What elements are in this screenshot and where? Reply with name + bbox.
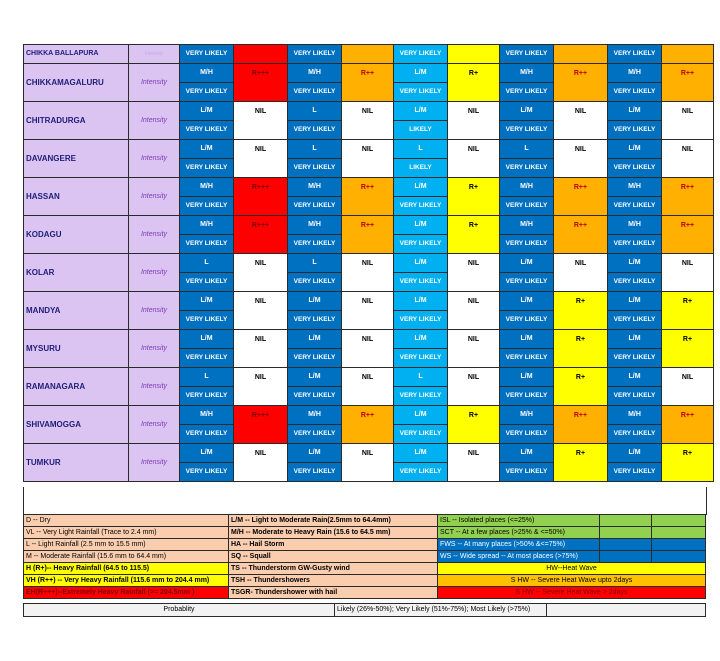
intensity-label: Intensity xyxy=(129,406,180,444)
intensity-cell: L/M xyxy=(608,254,662,273)
rainfall-category-cell: NIL xyxy=(342,444,394,482)
rainfall-category-cell: NIL xyxy=(234,102,288,140)
intensity-cell: L/M xyxy=(394,330,448,349)
district-name: MANDYA xyxy=(24,292,129,330)
intensity-label: Intensity xyxy=(129,216,180,254)
rainfall-category-cell: R++ xyxy=(662,406,714,444)
table-row xyxy=(24,406,714,425)
rainfall-category-cell: R+ xyxy=(662,330,714,368)
district-name: HASSAN xyxy=(24,178,129,216)
legend-heatwave-term: HW--Heat Wave xyxy=(438,563,706,575)
legend-weather-term: SQ -- Squall xyxy=(229,551,438,563)
likelihood-cell: VERY LIKELY xyxy=(394,45,448,64)
district-name: KOLAR xyxy=(24,254,129,292)
likelihood-cell: VERY LIKELY xyxy=(180,425,234,444)
intensity-cell: L/M xyxy=(608,102,662,121)
likelihood-cell: VERY LIKELY xyxy=(500,273,554,292)
intensity-cell: M/H xyxy=(608,178,662,197)
likelihood-cell: VERY LIKELY xyxy=(608,45,662,64)
legend-heatwave-term: S HW -- Severe Heat Wave > 2days xyxy=(438,587,706,599)
rainfall-category-cell: R+ xyxy=(448,178,500,216)
likelihood-cell: VERY LIKELY xyxy=(500,83,554,102)
likelihood-cell: VERY LIKELY xyxy=(288,425,342,444)
rainfall-category-cell: NIL xyxy=(342,330,394,368)
intensity-cell: L/M xyxy=(180,330,234,349)
likelihood-cell: VERY LIKELY xyxy=(394,235,448,254)
rainfall-category-cell: R++ xyxy=(554,216,608,254)
rainfall-category-cell: R++ xyxy=(342,64,394,102)
likelihood-cell: VERY LIKELY xyxy=(394,349,448,368)
rainfall-category-cell: R+ xyxy=(554,444,608,482)
district-name: TUMKUR xyxy=(24,444,129,482)
table-row xyxy=(24,368,714,387)
likelihood-cell: VERY LIKELY xyxy=(288,45,342,64)
rainfall-category-cell: NIL xyxy=(448,444,500,482)
likelihood-cell: VERY LIKELY xyxy=(180,463,234,482)
district-name: KODAGU xyxy=(24,216,129,254)
legend-table xyxy=(23,514,706,599)
intensity-cell: M/H xyxy=(500,64,554,83)
likelihood-cell: VERY LIKELY xyxy=(180,387,234,406)
intensity-cell: L/M xyxy=(500,292,554,311)
intensity-cell: L/M xyxy=(608,330,662,349)
intensity-cell: M/H xyxy=(500,406,554,425)
rainfall-category-cell: R++ xyxy=(662,64,714,102)
intensity-cell: L xyxy=(500,140,554,159)
intensity-label: Intensity xyxy=(129,444,180,482)
intensity-cell: L/M xyxy=(394,254,448,273)
likelihood-cell: VERY LIKELY xyxy=(608,387,662,406)
legend-weather-term: TS -- Thunderstorm GW-Gusty wind xyxy=(229,563,438,575)
district-name: RAMANAGARA xyxy=(24,368,129,406)
legend-rainfall-term: VL -- Very Light Rainfall (Trace to 2.4 mm) xyxy=(24,527,229,539)
district-name: SHIVAMOGGA xyxy=(24,406,129,444)
table-row xyxy=(24,140,714,159)
likelihood-cell: VERY LIKELY xyxy=(394,387,448,406)
intensity-cell: L/M xyxy=(608,140,662,159)
rainfall-category-cell: NIL xyxy=(342,140,394,178)
intensity-label: Intensity xyxy=(129,102,180,140)
likelihood-cell: LIKELY xyxy=(394,159,448,178)
intensity-label: Intensity xyxy=(129,45,180,64)
intensity-cell: L/M xyxy=(394,178,448,197)
intensity-cell: L xyxy=(288,254,342,273)
district-name: DAVANGERE xyxy=(24,140,129,178)
legend-row xyxy=(24,587,706,599)
likelihood-cell: VERY LIKELY xyxy=(500,235,554,254)
likelihood-cell xyxy=(342,45,394,64)
likelihood-cell: VERY LIKELY xyxy=(288,273,342,292)
intensity-label: Intensity xyxy=(129,292,180,330)
legend-spatial-term: FWS -- At many places (>50% &<=75%) xyxy=(438,539,600,551)
legend-weather-term: M/H -- Moderate to Heavy Rain (15.6 to 64.5 mm) xyxy=(229,527,438,539)
likelihood-cell: VERY LIKELY xyxy=(180,121,234,140)
rainfall-category-cell: NIL xyxy=(342,102,394,140)
likelihood-cell: VERY LIKELY xyxy=(608,273,662,292)
legend-swatch xyxy=(600,539,652,551)
intensity-cell: M/H xyxy=(608,216,662,235)
likelihood-cell: VERY LIKELY xyxy=(394,425,448,444)
table-row xyxy=(24,444,714,463)
rainfall-category-cell: NIL xyxy=(448,140,500,178)
legend-weather-term: HA -- Hail Storm xyxy=(229,539,438,551)
table-row xyxy=(24,254,714,273)
blank-spacer-row xyxy=(23,487,707,515)
likelihood-cell: VERY LIKELY xyxy=(180,349,234,368)
intensity-cell: M/H xyxy=(180,64,234,83)
rainfall-category-cell: R++ xyxy=(554,406,608,444)
legend-row xyxy=(24,527,706,539)
intensity-cell: M/H xyxy=(180,178,234,197)
rainfall-category-cell: NIL xyxy=(342,254,394,292)
legend-row xyxy=(24,575,706,587)
probability-empty xyxy=(547,604,706,617)
legend-swatch xyxy=(652,527,706,539)
likelihood-cell: VERY LIKELY xyxy=(608,197,662,216)
intensity-cell: L xyxy=(394,140,448,159)
intensity-label: Intensity xyxy=(129,368,180,406)
intensity-cell: M/H xyxy=(608,64,662,83)
legend-rainfall-term: L -- Light Rainfall (2.5 mm to 15.5 mm) xyxy=(24,539,229,551)
table-row-partial xyxy=(24,45,714,64)
legend-weather-term: L/M -- Light to Moderate Rain(2.5mm to 64.4mm) xyxy=(229,515,438,527)
rainfall-category-cell: NIL xyxy=(554,254,608,292)
likelihood-cell: VERY LIKELY xyxy=(608,463,662,482)
likelihood-cell: VERY LIKELY xyxy=(500,159,554,178)
intensity-cell: L xyxy=(180,368,234,387)
table-row xyxy=(24,64,714,83)
intensity-cell: L/M xyxy=(288,330,342,349)
legend-swatch xyxy=(600,551,652,563)
intensity-cell: M/H xyxy=(288,216,342,235)
likelihood-cell xyxy=(554,45,608,64)
probability-table xyxy=(23,603,706,617)
likelihood-cell: VERY LIKELY xyxy=(500,463,554,482)
likelihood-cell: VERY LIKELY xyxy=(180,45,234,64)
intensity-cell: L/M xyxy=(394,216,448,235)
likelihood-cell: VERY LIKELY xyxy=(394,311,448,330)
likelihood-cell: VERY LIKELY xyxy=(288,121,342,140)
rainfall-category-cell: NIL xyxy=(554,140,608,178)
district-name: MYSURU xyxy=(24,330,129,368)
rainfall-category-cell: R+ xyxy=(448,216,500,254)
rainfall-category-cell: R+ xyxy=(448,406,500,444)
intensity-cell: L/M xyxy=(180,444,234,463)
intensity-cell: M/H xyxy=(288,178,342,197)
intensity-cell: L/M xyxy=(394,406,448,425)
legend-swatch xyxy=(600,527,652,539)
rainfall-category-cell: NIL xyxy=(448,292,500,330)
likelihood-cell: VERY LIKELY xyxy=(394,463,448,482)
legend-rainfall-term: D -- Dry xyxy=(24,515,229,527)
likelihood-cell: LIKELY xyxy=(394,121,448,140)
likelihood-cell: VERY LIKELY xyxy=(180,197,234,216)
intensity-cell: M/H xyxy=(180,406,234,425)
intensity-label: Intensity xyxy=(129,64,180,102)
intensity-cell: M/H xyxy=(288,406,342,425)
rainfall-category-cell: NIL xyxy=(448,330,500,368)
rainfall-category-cell: NIL xyxy=(448,368,500,406)
intensity-cell: L/M xyxy=(394,292,448,311)
legend-swatch xyxy=(652,551,706,563)
rainfall-category-cell: R+ xyxy=(554,368,608,406)
rainfall-category-cell: NIL xyxy=(662,102,714,140)
intensity-cell: L/M xyxy=(394,102,448,121)
intensity-cell: M/H xyxy=(288,64,342,83)
intensity-cell: L/M xyxy=(500,444,554,463)
legend-row xyxy=(24,515,706,527)
legend-swatch xyxy=(652,515,706,527)
intensity-cell: L/M xyxy=(288,368,342,387)
likelihood-cell xyxy=(448,45,500,64)
intensity-cell: M/H xyxy=(500,178,554,197)
likelihood-cell: VERY LIKELY xyxy=(180,311,234,330)
table-row xyxy=(24,102,714,121)
intensity-cell: L/M xyxy=(180,292,234,311)
rainfall-category-cell: R+ xyxy=(662,292,714,330)
table-row xyxy=(24,216,714,235)
legend-rainfall-term: H (R+)-- Heavy Rainfall (64.5 to 115.5) xyxy=(24,563,229,575)
likelihood-cell: VERY LIKELY xyxy=(394,83,448,102)
intensity-cell: L/M xyxy=(500,102,554,121)
likelihood-cell xyxy=(234,45,288,64)
intensity-cell: L xyxy=(180,254,234,273)
table-row xyxy=(24,292,714,311)
rainfall-category-cell: R++ xyxy=(662,216,714,254)
intensity-cell: L/M xyxy=(608,292,662,311)
likelihood-cell: VERY LIKELY xyxy=(288,235,342,254)
legend-weather-term: TSGR- Thundershower with hail xyxy=(229,587,438,599)
rainfall-category-cell: NIL xyxy=(234,330,288,368)
rainfall-category-cell: R+ xyxy=(662,444,714,482)
likelihood-cell: VERY LIKELY xyxy=(608,83,662,102)
rainfall-category-cell: NIL xyxy=(662,368,714,406)
rainfall-category-cell: R++ xyxy=(554,178,608,216)
district-name: CHIKKA BALLAPURA xyxy=(24,45,129,64)
likelihood-cell: VERY LIKELY xyxy=(608,121,662,140)
likelihood-cell: VERY LIKELY xyxy=(288,83,342,102)
intensity-cell: L/M xyxy=(608,368,662,387)
likelihood-cell: VERY LIKELY xyxy=(180,159,234,178)
intensity-cell: L/M xyxy=(500,330,554,349)
likelihood-cell: VERY LIKELY xyxy=(288,349,342,368)
legend-rainfall-term: VH (R++) -- Very Heavy Rainfall (115.6 mm to 204.4 mm) xyxy=(24,575,229,587)
rainfall-category-cell: R++ xyxy=(554,64,608,102)
rainfall-category-cell: R++ xyxy=(662,178,714,216)
legend-heatwave-term: S HW -- Severe Heat Wave upto 2days xyxy=(438,575,706,587)
intensity-cell: L/M xyxy=(180,102,234,121)
legend-row xyxy=(24,539,706,551)
rainfall-category-cell: NIL xyxy=(448,254,500,292)
rainfall-category-cell: R++ xyxy=(342,178,394,216)
intensity-cell: L/M xyxy=(180,140,234,159)
rainfall-category-cell: NIL xyxy=(554,102,608,140)
rainfall-category-cell: R+++ xyxy=(234,64,288,102)
legend-row xyxy=(24,563,706,575)
likelihood-cell: VERY LIKELY xyxy=(180,83,234,102)
likelihood-cell: VERY LIKELY xyxy=(394,197,448,216)
rainfall-category-cell: NIL xyxy=(448,102,500,140)
rainfall-category-cell: NIL xyxy=(234,254,288,292)
likelihood-cell: VERY LIKELY xyxy=(608,235,662,254)
likelihood-cell: VERY LIKELY xyxy=(180,273,234,292)
rainfall-category-cell: R+++ xyxy=(234,216,288,254)
likelihood-cell: VERY LIKELY xyxy=(608,311,662,330)
intensity-cell: L/M xyxy=(288,292,342,311)
likelihood-cell xyxy=(662,45,714,64)
intensity-cell: L xyxy=(288,140,342,159)
likelihood-cell: VERY LIKELY xyxy=(500,311,554,330)
intensity-label: Intensity xyxy=(129,330,180,368)
legend-rainfall-term: EH(R+++)--Extremely Heavy Rainfall (>= 204.5mm ) xyxy=(24,587,229,599)
intensity-cell: M/H xyxy=(180,216,234,235)
rainfall-category-cell: NIL xyxy=(234,368,288,406)
intensity-cell: L/M xyxy=(500,368,554,387)
likelihood-cell: VERY LIKELY xyxy=(608,349,662,368)
intensity-label: Intensity xyxy=(129,254,180,292)
rainfall-category-cell: R+++ xyxy=(234,406,288,444)
likelihood-cell: VERY LIKELY xyxy=(288,311,342,330)
table-row xyxy=(24,178,714,197)
forecast-table xyxy=(23,44,714,482)
likelihood-cell: VERY LIKELY xyxy=(608,425,662,444)
likelihood-cell: VERY LIKELY xyxy=(288,463,342,482)
rainfall-category-cell: NIL xyxy=(234,140,288,178)
rainfall-category-cell: R+ xyxy=(554,292,608,330)
likelihood-cell: VERY LIKELY xyxy=(500,121,554,140)
intensity-cell: L/M xyxy=(288,444,342,463)
rainfall-category-cell: NIL xyxy=(234,444,288,482)
legend-spatial-term: WS -- Wide spread -- At most places (>75%) xyxy=(438,551,600,563)
legend-spatial-term: ISL -- Isolated places (<=25%) xyxy=(438,515,600,527)
intensity-cell: M/H xyxy=(608,406,662,425)
likelihood-cell: VERY LIKELY xyxy=(500,45,554,64)
intensity-cell: L/M xyxy=(500,254,554,273)
probability-text: Likely (26%-50%); Very Likely (51%-75%); Most Likely (>75%) xyxy=(335,604,547,617)
table-row xyxy=(24,330,714,349)
intensity-label: Intensity xyxy=(129,178,180,216)
likelihood-cell: VERY LIKELY xyxy=(180,235,234,254)
legend-swatch xyxy=(600,515,652,527)
rainfall-category-cell: R+ xyxy=(554,330,608,368)
rainfall-category-cell: R+ xyxy=(448,64,500,102)
likelihood-cell: VERY LIKELY xyxy=(608,159,662,178)
intensity-cell: M/H xyxy=(500,216,554,235)
rainfall-category-cell: R++ xyxy=(342,216,394,254)
legend-spatial-term: SCT -- At a few places (>25% & <=50%) xyxy=(438,527,600,539)
rainfall-category-cell: NIL xyxy=(342,368,394,406)
district-name: CHIKKAMAGALURU xyxy=(24,64,129,102)
rainfall-category-cell: NIL xyxy=(662,254,714,292)
likelihood-cell: VERY LIKELY xyxy=(394,273,448,292)
rainfall-category-cell: NIL xyxy=(234,292,288,330)
intensity-cell: L xyxy=(394,368,448,387)
intensity-label: Intensity xyxy=(129,140,180,178)
legend-swatch xyxy=(652,539,706,551)
district-name: CHITRADURGA xyxy=(24,102,129,140)
probability-label: Probablity xyxy=(24,604,335,617)
likelihood-cell: VERY LIKELY xyxy=(288,159,342,178)
intensity-cell: L/M xyxy=(394,64,448,83)
likelihood-cell: VERY LIKELY xyxy=(500,197,554,216)
rainfall-category-cell: R++ xyxy=(342,406,394,444)
likelihood-cell: VERY LIKELY xyxy=(500,425,554,444)
likelihood-cell: VERY LIKELY xyxy=(288,197,342,216)
intensity-cell: L/M xyxy=(394,444,448,463)
intensity-cell: L/M xyxy=(608,444,662,463)
rainfall-category-cell: NIL xyxy=(342,292,394,330)
likelihood-cell: VERY LIKELY xyxy=(288,387,342,406)
rainfall-category-cell: R+++ xyxy=(234,178,288,216)
likelihood-cell: VERY LIKELY xyxy=(500,387,554,406)
legend-row xyxy=(24,551,706,563)
intensity-cell: L xyxy=(288,102,342,121)
likelihood-cell: VERY LIKELY xyxy=(500,349,554,368)
rainfall-category-cell: NIL xyxy=(662,140,714,178)
legend-rainfall-term: M -- Moderate Rainfall (15.6 mm to 64.4 mm) xyxy=(24,551,229,563)
legend-weather-term: TSH -- Thundershowers xyxy=(229,575,438,587)
